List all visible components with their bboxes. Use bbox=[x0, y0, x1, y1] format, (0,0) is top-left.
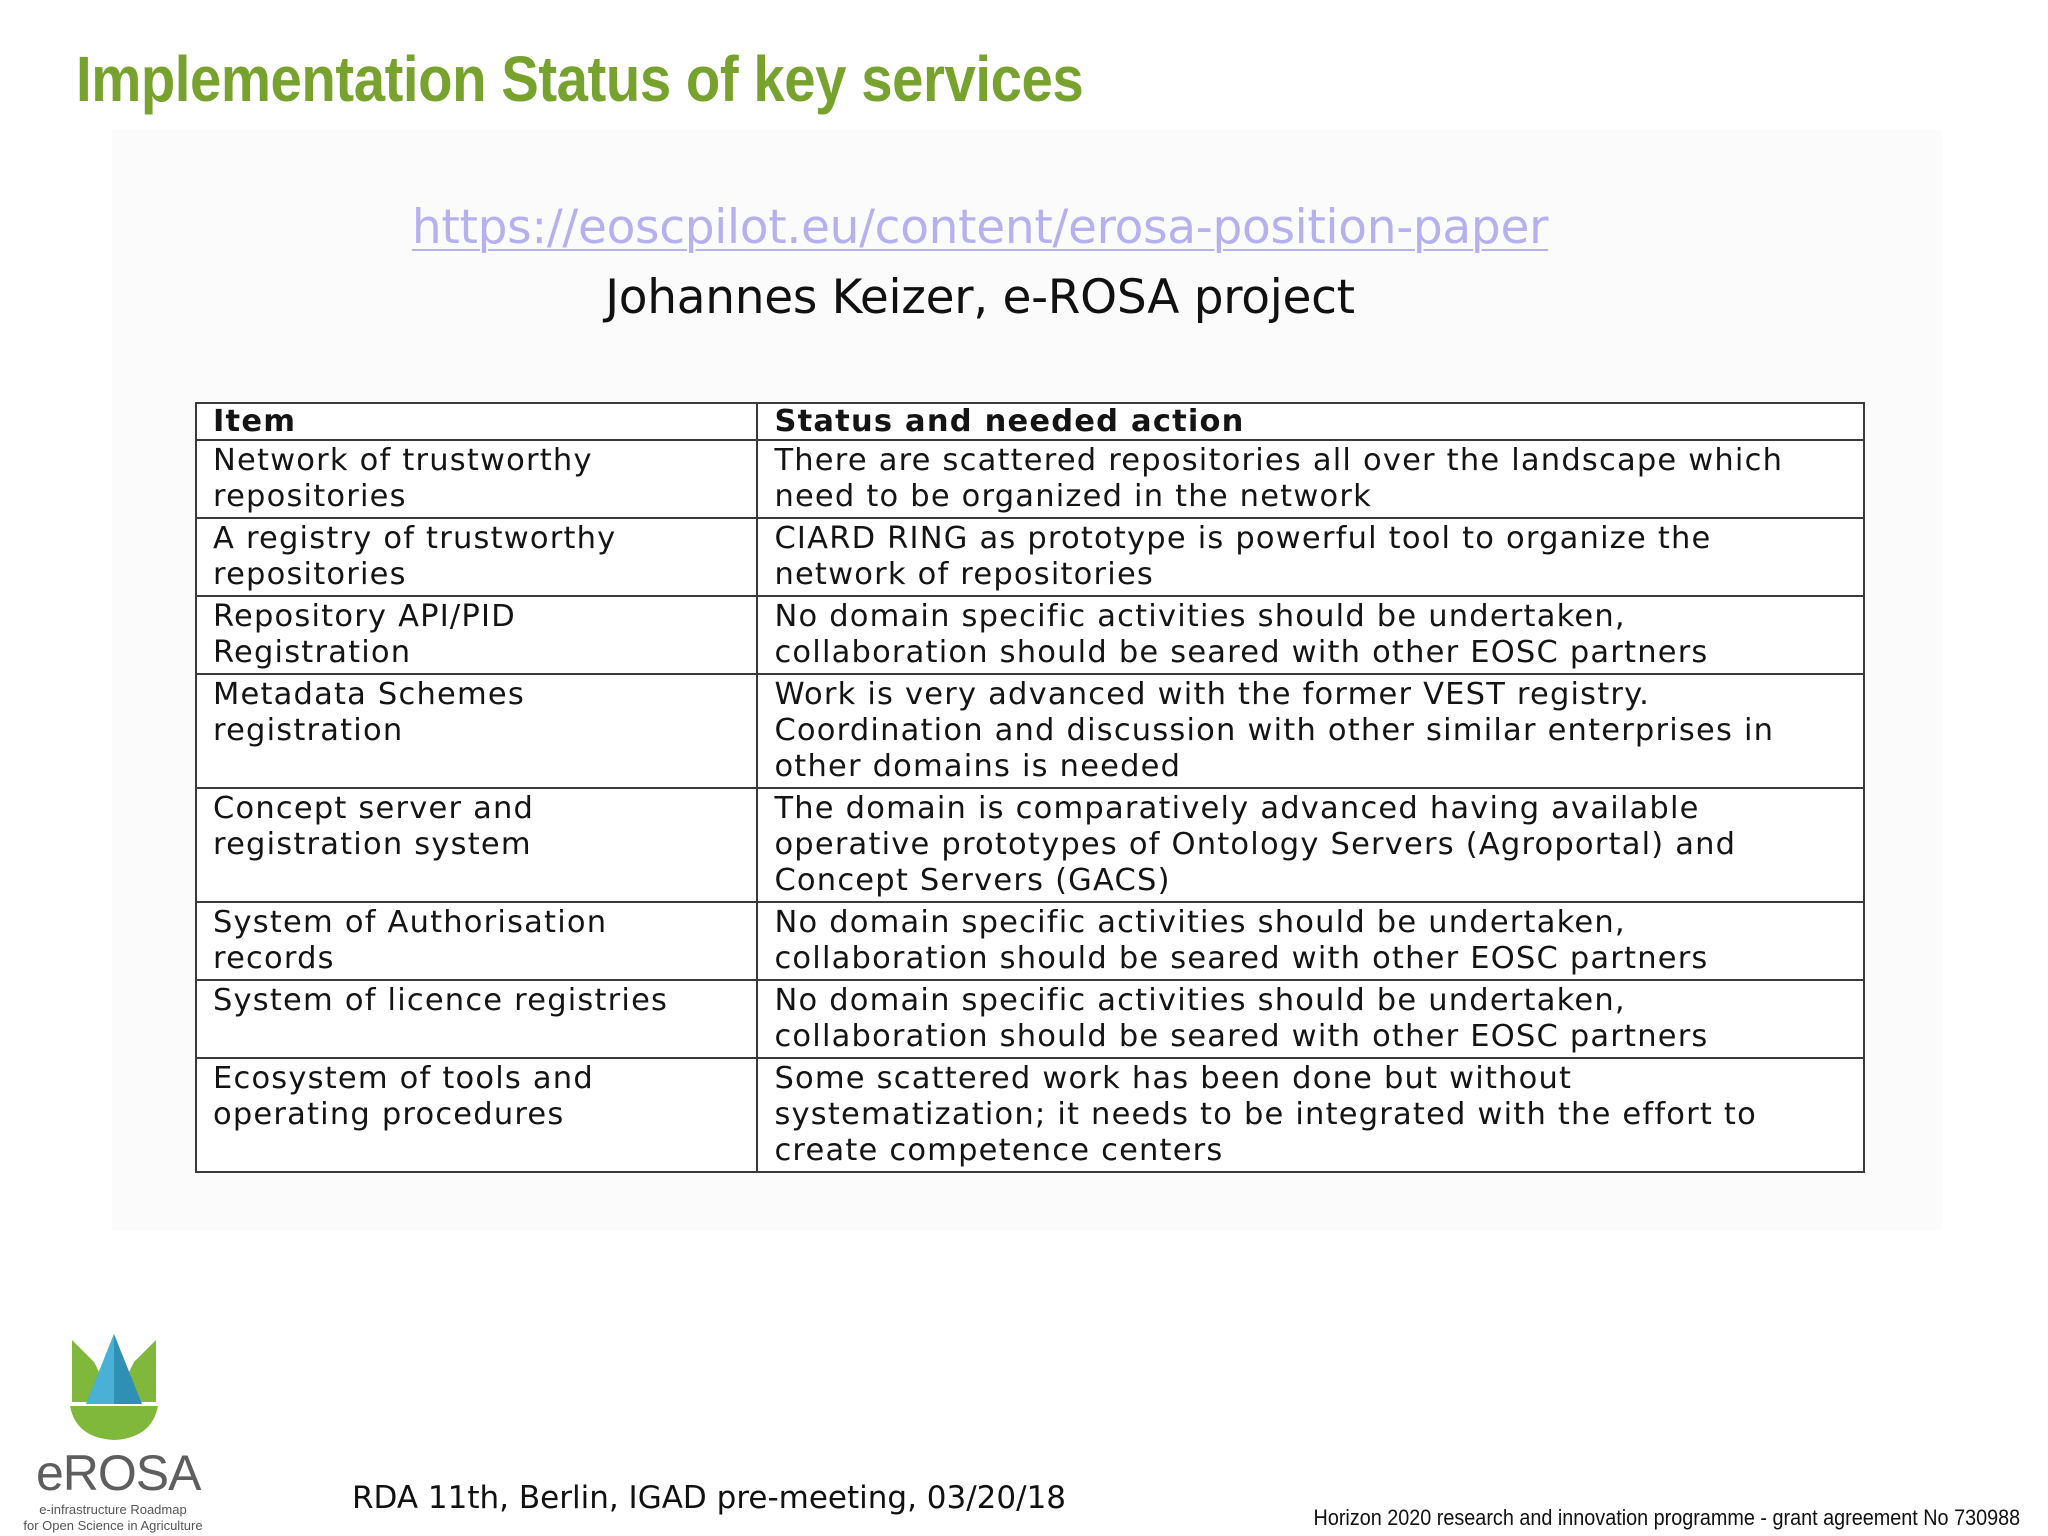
cell-line: repositories bbox=[213, 479, 407, 514]
position-paper-link[interactable]: https://eoscpilot.eu/content/erosa-position-paper bbox=[411, 200, 1549, 255]
cell-line: records bbox=[213, 941, 335, 976]
cell-line: No domain specific activities should be undertaken, bbox=[774, 599, 1626, 634]
erosa-emblem-icon bbox=[64, 1332, 164, 1444]
status-cell bbox=[757, 674, 1864, 788]
item-cell bbox=[196, 596, 757, 674]
table-row bbox=[196, 902, 1864, 980]
item-cell bbox=[196, 980, 757, 1058]
item-cell bbox=[196, 788, 757, 902]
table-row bbox=[196, 1058, 1864, 1172]
status-cell bbox=[757, 788, 1864, 902]
funding-footer: Horizon 2020 research and innovation programme - grant agreement No 730988 bbox=[1313, 1505, 2020, 1530]
cell-line: Concept Servers (GACS) bbox=[774, 863, 1171, 898]
item-cell bbox=[196, 1058, 757, 1172]
table-row bbox=[196, 674, 1864, 788]
cell-line: Network of trustworthy bbox=[213, 443, 593, 478]
logo-tagline-2: for Open Science in Agriculture bbox=[23, 1518, 203, 1533]
item-cell bbox=[196, 440, 757, 518]
cell-line: Coordination and discussion with other similar enterprises in bbox=[774, 713, 1775, 748]
table-header-row bbox=[196, 403, 1864, 440]
cell-line: systematization; it needs to be integrated with the effort to bbox=[774, 1097, 1757, 1132]
table-row bbox=[196, 788, 1864, 902]
header-status: Status and needed action bbox=[757, 403, 1864, 440]
status-table bbox=[195, 402, 1865, 1173]
header-item: Item bbox=[196, 403, 757, 440]
table-row bbox=[196, 596, 1864, 674]
cell-line: CIARD RING as prototype is powerful tool to organize the bbox=[774, 521, 1712, 556]
cell-line: Concept server and bbox=[213, 791, 535, 826]
erosa-logo bbox=[22, 1332, 207, 1532]
status-cell bbox=[757, 980, 1864, 1058]
table-row bbox=[196, 440, 1864, 518]
author-line: Johannes Keizer, e-ROSA project bbox=[605, 270, 1355, 325]
item-cell bbox=[196, 902, 757, 980]
cell-line: operating procedures bbox=[213, 1097, 565, 1132]
cell-line: No domain specific activities should be undertaken, bbox=[774, 983, 1626, 1018]
cell-line: other domains is needed bbox=[774, 749, 1182, 784]
cell-line: System of Authorisation bbox=[213, 905, 608, 940]
table-row bbox=[196, 518, 1864, 596]
slide-title: Implementation Status of key services bbox=[76, 43, 1084, 115]
cell-line: No domain specific activities should be undertaken, bbox=[774, 905, 1626, 940]
cell-line: collaboration should be seared with other EOSC partners bbox=[774, 1019, 1709, 1054]
cell-line: Metadata Schemes bbox=[213, 677, 525, 712]
status-cell bbox=[757, 596, 1864, 674]
cell-line: Work is very advanced with the former VEST registry. bbox=[774, 677, 1650, 712]
table-row bbox=[196, 980, 1864, 1058]
cell-line: need to be organized in the network bbox=[774, 479, 1372, 514]
cell-line: Ecosystem of tools and bbox=[213, 1061, 594, 1096]
cell-line: collaboration should be seared with other EOSC partners bbox=[774, 635, 1709, 670]
cell-line: The domain is comparatively advanced having available bbox=[774, 791, 1700, 826]
cell-line: create competence centers bbox=[774, 1133, 1224, 1168]
cell-line: operative prototypes of Ontology Servers (Agroportal) and bbox=[774, 827, 1737, 862]
cell-line: registration bbox=[213, 713, 404, 748]
logo-tagline-1: e-infrastructure Roadmap bbox=[39, 1502, 187, 1517]
status-cell bbox=[757, 518, 1864, 596]
cell-line: System of licence registries bbox=[213, 983, 669, 1018]
logo-wordmark: eROSA bbox=[36, 1445, 201, 1501]
cell-line: collaboration should be seared with other EOSC partners bbox=[774, 941, 1709, 976]
status-cell bbox=[757, 440, 1864, 518]
status-cell bbox=[757, 902, 1864, 980]
cell-line: registration system bbox=[213, 827, 532, 862]
cell-line: network of repositories bbox=[774, 557, 1154, 592]
cell-line: A registry of trustworthy bbox=[213, 521, 617, 556]
status-cell bbox=[757, 1058, 1864, 1172]
item-cell bbox=[196, 518, 757, 596]
item-cell bbox=[196, 674, 757, 788]
cell-line: Some scattered work has been done but without bbox=[774, 1061, 1573, 1096]
cell-line: There are scattered repositories all over the landscape which bbox=[774, 443, 1784, 478]
cell-line: Repository API/PID bbox=[213, 599, 516, 634]
cell-line: Registration bbox=[213, 635, 412, 670]
event-footer: RDA 11th, Berlin, IGAD pre-meeting, 03/20/18 bbox=[352, 1480, 1067, 1516]
cell-line: repositories bbox=[213, 557, 407, 592]
